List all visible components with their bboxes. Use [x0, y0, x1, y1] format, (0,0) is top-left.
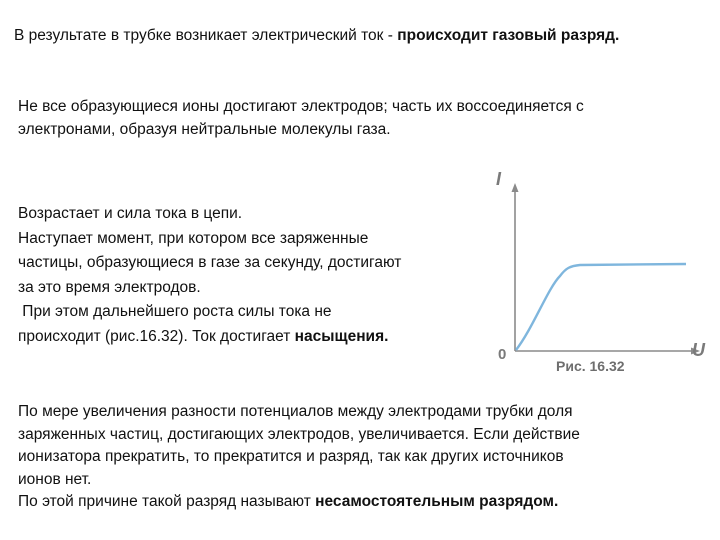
axis-y-label: I	[496, 169, 502, 189]
paragraph-text: происходит (рис.16.32). Ток достигает	[18, 327, 295, 345]
axis-x-label: U	[692, 340, 705, 360]
saturation-term: насыщения.	[294, 327, 389, 345]
paragraph-line	[18, 491, 580, 514]
paragraph-text: По этой причине такой разряд называют	[18, 493, 316, 510]
paragraph-line: заряженных частиц, достигающих электродов, увеличивается. Если действие	[18, 425, 580, 443]
paragraph-line: По мере увеличения разности потенциалов между электродами трубки доля	[18, 403, 573, 420]
heading-text: В результате в трубке возникает электрический ток -	[14, 27, 398, 44]
paragraph-line: Наступает момент, при котором все заряженные	[18, 229, 369, 247]
paragraph-line	[18, 325, 401, 350]
discharge-term: несамостоятельным разрядом.	[315, 493, 559, 510]
paragraph-line: ионизатора прекратить, то прекратится и разряд, так как других источников	[18, 448, 564, 465]
paragraph-line: частицы, образующиеся в газе за секунду, достигают	[18, 254, 402, 271]
heading-bold-text: происходит газовый разряд.	[397, 27, 620, 44]
figure-current-voltage	[488, 168, 718, 386]
paragraph-line: Не все образующиеся ионы достигают электродов; часть их воссоединяется с	[18, 98, 584, 115]
y-axis-arrow	[512, 183, 519, 192]
paragraph-ions	[18, 96, 584, 141]
origin-label: 0	[498, 346, 507, 363]
paragraph-line: электронами, образуя нейтральные молекулы газа.	[18, 120, 391, 138]
paragraph-line: При этом дальнейшего роста силы тока не	[18, 303, 332, 320]
iv-graph	[488, 168, 718, 386]
figure-caption: Рис. 16.32	[556, 358, 625, 374]
paragraph-line: за это время электродов.	[18, 278, 201, 296]
paragraph-saturation	[18, 202, 401, 349]
saturation-curve	[516, 264, 686, 350]
paragraph-non-self-sustained	[18, 401, 580, 514]
paragraph-line: ионов нет.	[18, 470, 92, 488]
heading-line	[14, 26, 619, 46]
paragraph-line: Возрастает и сила тока в цепи.	[18, 205, 243, 222]
